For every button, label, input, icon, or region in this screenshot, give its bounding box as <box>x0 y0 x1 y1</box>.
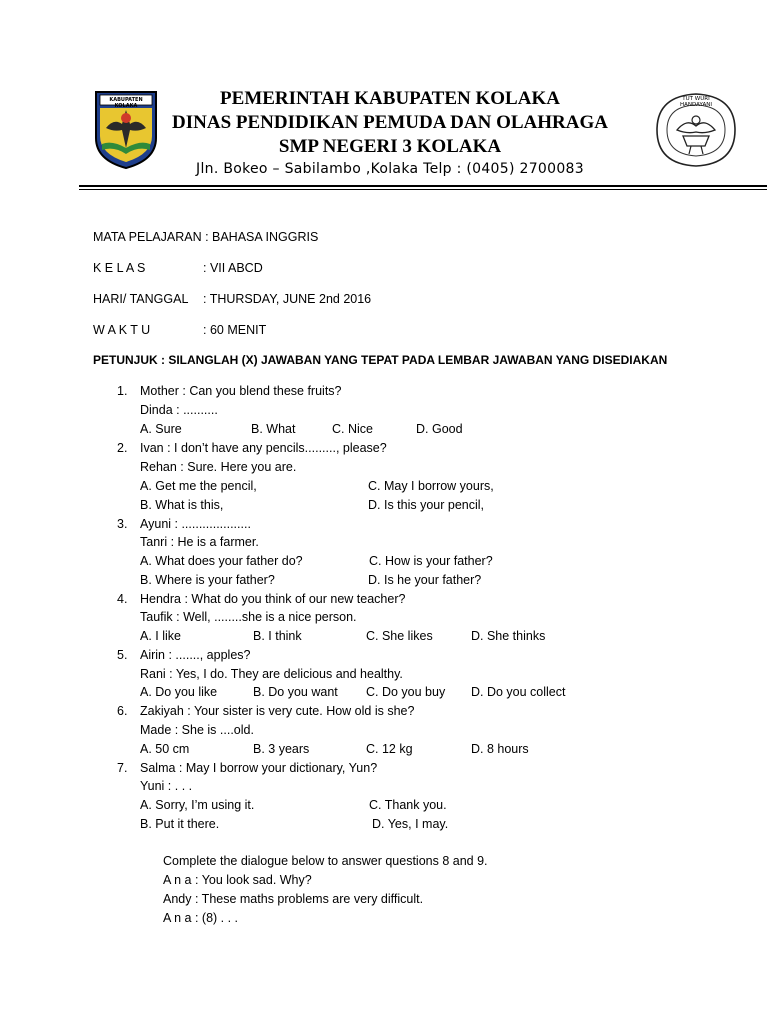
option-d: D. 8 hours <box>471 742 529 756</box>
option-b: B. I think <box>253 629 302 643</box>
question-number: 2. <box>117 441 128 455</box>
question-number: 6. <box>117 704 128 718</box>
question-response: Tanri : He is a farmer. <box>140 535 259 549</box>
question-number: 1. <box>117 384 128 398</box>
option-c: C. May I borrow yours, <box>368 479 494 493</box>
header-line-1: PEMERINTAH KABUPATEN KOLAKA <box>220 88 560 109</box>
option-b: B. What <box>251 422 296 436</box>
dialogue-instruction: Complete the dialogue below to answer questions 8 and 9. <box>163 854 488 868</box>
option-c: C. She likes <box>366 629 433 643</box>
question-response: Yuni : . . . <box>140 779 193 793</box>
question-response: Rehan : Sure. Here you are. <box>140 460 297 474</box>
subject-line: MATA PELAJARAN : BAHASA INGGRIS <box>93 230 319 244</box>
question-text: Salma : May I borrow your dictionary, Yun? <box>140 761 378 775</box>
waktu-value: : 60 MENIT <box>203 323 267 337</box>
question-number: 4. <box>117 592 128 606</box>
question-number: 7. <box>117 761 128 775</box>
question-text: Hendra : What do you think of our new teacher? <box>140 592 406 606</box>
option-a: A. Do you like <box>140 685 218 699</box>
kelas-label: K E L A S <box>93 261 146 275</box>
option-d: D. She thinks <box>471 629 546 643</box>
question-text: Ivan : I don’t have any pencils........., please? <box>140 441 387 455</box>
question-number: 3. <box>117 517 128 531</box>
header-line-2: DINAS PENDIDIKAN PEMUDA DAN OLAHRAGA <box>172 112 608 133</box>
option-b: B. Where is your father? <box>140 573 275 587</box>
dialogue-line: Andy : These maths problems are very difficult. <box>163 892 424 906</box>
question-text: Ayuni : .................... <box>140 517 251 531</box>
option-d: D. Is he your father? <box>368 573 482 587</box>
header-address: Jln. Bokeo – Sabilambo ,Kolaka Telp : (0405) 2700083 <box>196 161 584 177</box>
question-text: Airin : ......., apples? <box>140 648 251 662</box>
dialogue-line: A n a : (8) . . . <box>163 911 239 925</box>
option-b: B. Do you want <box>253 685 338 699</box>
option-a: A. 50 cm <box>140 742 190 756</box>
option-a: A. What does your father do? <box>140 554 303 568</box>
header-divider <box>79 185 767 187</box>
hari-value: : THURSDAY, JUNE 2nd 2016 <box>203 292 372 306</box>
waktu-label: W A K T U <box>93 323 151 337</box>
option-c: C. How is your father? <box>369 554 493 568</box>
option-c: C. Thank you. <box>369 798 447 812</box>
question-number: 5. <box>117 648 128 662</box>
option-a: A. Sorry, I’m using it. <box>140 798 255 812</box>
question-response: Taufik : Well, ........she is a nice person. <box>140 610 357 624</box>
option-b: B. Put it there. <box>140 817 220 831</box>
instruction-line: PETUNJUK : SILANGLAH (X) JAWABAN YANG TEPAT PADA LEMBAR JAWABAN YANG DISEDIAKAN <box>93 353 668 367</box>
question-response: Rani : Yes, I do. They are delicious and healthy. <box>140 667 403 681</box>
option-b: B. What is this, <box>140 498 224 512</box>
option-d: D. Is this your pencil, <box>368 498 485 512</box>
option-d: D. Do you collect <box>471 685 566 699</box>
question-text: Mother : Can you blend these fruits? <box>140 384 342 398</box>
option-c: C. Do you buy <box>366 685 446 699</box>
option-c: C. Nice <box>332 422 373 436</box>
option-c: C. 12 kg <box>366 742 413 756</box>
option-d: D. Yes, I may. <box>372 817 449 831</box>
option-d: D. Good <box>416 422 463 436</box>
option-a: A. I like <box>140 629 181 643</box>
option-a: A. Get me the pencil, <box>140 479 257 493</box>
hari-label: HARI/ TANGGAL <box>93 292 189 306</box>
option-a: A. Sure <box>140 422 182 436</box>
question-text: Zakiyah : Your sister is very cute. How old is she? <box>140 704 415 718</box>
question-response: Dinda : .......... <box>140 403 218 417</box>
dialogue-line: A n a : You look sad. Why? <box>163 873 312 887</box>
logo-right-text: TUT WURI HANDAYANI <box>680 96 712 108</box>
logo-left-text: KABUPATEN KOLAKA <box>109 97 143 109</box>
header-divider-thin <box>79 189 767 190</box>
option-b: B. 3 years <box>253 742 310 756</box>
kelas-value: : VII ABCD <box>203 261 263 275</box>
question-response: Made : She is ....old. <box>140 723 254 737</box>
header-line-3: SMP NEGERI 3 KOLAKA <box>278 136 502 157</box>
tut-wuri-handayani-logo <box>653 90 739 170</box>
